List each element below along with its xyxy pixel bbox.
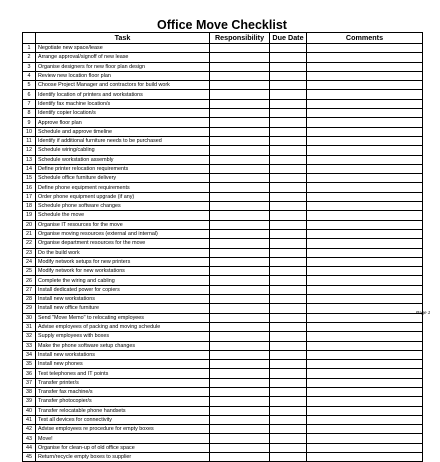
comments-cell[interactable] (307, 202, 423, 211)
row-number: 28 (23, 295, 36, 304)
row-number: 33 (23, 341, 36, 350)
responsibility-cell[interactable] (210, 453, 270, 462)
responsibility-cell[interactable] (210, 192, 270, 201)
due-date-cell[interactable] (270, 248, 307, 257)
comments-cell[interactable] (307, 211, 423, 220)
comments-cell[interactable] (307, 360, 423, 369)
due-date-cell[interactable] (270, 127, 307, 136)
comments-cell[interactable] (307, 239, 423, 248)
due-date-cell[interactable] (270, 443, 307, 452)
task-cell: Identify copier location/s (36, 109, 210, 118)
responsibility-cell[interactable] (210, 183, 270, 192)
comments-cell[interactable] (307, 136, 423, 145)
responsibility-cell[interactable] (210, 406, 270, 415)
table-row (23, 257, 423, 266)
row-number: 31 (23, 322, 36, 331)
row-number: 9 (23, 118, 36, 127)
comments-cell[interactable] (307, 276, 423, 285)
row-number: 2 (23, 53, 36, 62)
row-number: 40 (23, 406, 36, 415)
due-date-cell[interactable] (270, 295, 307, 304)
number-header (23, 33, 36, 44)
responsibility-cell[interactable] (210, 174, 270, 183)
task-cell: Transfer relocatable phone handsets (36, 406, 210, 415)
comments-cell[interactable] (307, 285, 423, 294)
comments-cell[interactable] (307, 397, 423, 406)
row-number: 6 (23, 90, 36, 99)
task-header: Task (36, 33, 210, 44)
comments-cell[interactable] (307, 332, 423, 341)
due-date-cell[interactable] (270, 350, 307, 359)
due-date-cell[interactable] (270, 360, 307, 369)
responsibility-cell[interactable] (210, 276, 270, 285)
responsibility-cell[interactable] (210, 332, 270, 341)
responsibility-cell[interactable] (210, 44, 270, 53)
task-cell: Move! (36, 434, 210, 443)
due-date-cell[interactable] (270, 202, 307, 211)
responsibility-cell[interactable] (210, 109, 270, 118)
due-date-cell[interactable] (270, 387, 307, 396)
comments-cell[interactable] (307, 406, 423, 415)
responsibility-cell[interactable] (210, 397, 270, 406)
comments-cell[interactable] (307, 434, 423, 443)
task-cell: Negotiate new space/lease (36, 44, 210, 53)
row-number: 32 (23, 332, 36, 341)
table-row (23, 155, 423, 164)
task-cell: Send "Move Memo" to relocating employees (36, 313, 210, 322)
due-date-cell[interactable] (270, 155, 307, 164)
table-row (23, 109, 423, 118)
comments-cell[interactable] (307, 322, 423, 331)
responsibility-cell[interactable] (210, 295, 270, 304)
comments-cell[interactable] (307, 248, 423, 257)
due-date-cell[interactable] (270, 341, 307, 350)
due-date-cell[interactable] (270, 397, 307, 406)
due-date-cell[interactable] (270, 53, 307, 62)
responsibility-cell[interactable] (210, 164, 270, 173)
table-row (23, 350, 423, 359)
row-number: 29 (23, 304, 36, 313)
task-cell: Install new office furniture (36, 304, 210, 313)
due-date-cell[interactable] (270, 453, 307, 462)
row-number: 30 (23, 313, 36, 322)
due-date-cell[interactable] (270, 229, 307, 238)
task-cell: Choose Project Manager and contractors for build work (36, 81, 210, 90)
page-title: Office Move Checklist (157, 18, 287, 32)
row-number: 27 (23, 285, 36, 294)
due-date-cell[interactable] (270, 434, 307, 443)
task-cell: Organise for clean-up of old office space (36, 443, 210, 452)
responsibility-header: Responsibility (210, 33, 270, 44)
responsibility-cell[interactable] (210, 257, 270, 266)
responsibility-cell[interactable] (210, 434, 270, 443)
due-date-cell[interactable] (270, 146, 307, 155)
responsibility-cell[interactable] (210, 62, 270, 71)
table-row (23, 276, 423, 285)
due-date-cell[interactable] (270, 378, 307, 387)
table-row (23, 322, 423, 331)
row-number: 17 (23, 192, 36, 201)
row-number: 38 (23, 387, 36, 396)
table-row (23, 295, 423, 304)
table-row (23, 62, 423, 71)
task-cell: Install new workstations (36, 295, 210, 304)
due-date-cell[interactable] (270, 425, 307, 434)
task-cell: Schedule workstation assembly (36, 155, 210, 164)
table-row (23, 164, 423, 173)
row-number: 26 (23, 276, 36, 285)
due-date-cell[interactable] (270, 267, 307, 276)
task-cell: Approve floor plan (36, 118, 210, 127)
row-number: 34 (23, 350, 36, 359)
task-cell: Install new workstations (36, 350, 210, 359)
responsibility-cell[interactable] (210, 99, 270, 108)
comments-cell[interactable] (307, 146, 423, 155)
row-number: 11 (23, 136, 36, 145)
task-cell: Identify fax machine location/s (36, 99, 210, 108)
task-cell: Organise moving resources (external and internal) (36, 229, 210, 238)
task-cell: Review new location floor plan (36, 71, 210, 80)
responsibility-cell[interactable] (210, 267, 270, 276)
comments-cell[interactable] (307, 313, 423, 322)
comments-cell[interactable] (307, 443, 423, 452)
row-number: 45 (23, 453, 36, 462)
table-row (23, 81, 423, 90)
table-row (23, 425, 423, 434)
responsibility-cell[interactable] (210, 350, 270, 359)
task-cell: Identify location of printers and workstations (36, 90, 210, 99)
due-date-cell[interactable] (270, 99, 307, 108)
task-cell: Transfer fax machine/s (36, 387, 210, 396)
comments-cell[interactable] (307, 71, 423, 80)
table-row (23, 313, 423, 322)
table-row (23, 397, 423, 406)
comments-cell[interactable] (307, 44, 423, 53)
row-number: 3 (23, 62, 36, 71)
row-number: 21 (23, 229, 36, 238)
due-date-cell[interactable] (270, 192, 307, 201)
row-number: 12 (23, 146, 36, 155)
task-cell: Install new phones (36, 360, 210, 369)
row-number: 37 (23, 378, 36, 387)
row-number: 42 (23, 425, 36, 434)
row-number: 19 (23, 211, 36, 220)
table-row (23, 136, 423, 145)
comments-cell[interactable] (307, 62, 423, 71)
table-row (23, 443, 423, 452)
responsibility-cell[interactable] (210, 71, 270, 80)
comments-cell[interactable] (307, 378, 423, 387)
row-number: 25 (23, 267, 36, 276)
responsibility-cell[interactable] (210, 127, 270, 136)
due-date-cell[interactable] (270, 109, 307, 118)
table-row (23, 174, 423, 183)
responsibility-cell[interactable] (210, 360, 270, 369)
table-row (23, 248, 423, 257)
table-row (23, 267, 423, 276)
row-number: 35 (23, 360, 36, 369)
task-cell: Complete the wiring and cabling (36, 276, 210, 285)
responsibility-cell[interactable] (210, 322, 270, 331)
row-number: 4 (23, 71, 36, 80)
table-row (23, 183, 423, 192)
task-cell: Schedule office furniture delivery (36, 174, 210, 183)
responsibility-cell[interactable] (210, 202, 270, 211)
comments-header: Comments (307, 33, 423, 44)
due-date-cell[interactable] (270, 81, 307, 90)
responsibility-cell[interactable] (210, 211, 270, 220)
due-date-cell[interactable] (270, 44, 307, 53)
task-cell: Define phone equipment requirements (36, 183, 210, 192)
task-cell: Supply employees with boxes (36, 332, 210, 341)
comments-cell[interactable] (307, 90, 423, 99)
due-date-cell[interactable] (270, 313, 307, 322)
row-number: 5 (23, 81, 36, 90)
due-date-cell[interactable] (270, 183, 307, 192)
task-cell: Test telephones and IT points (36, 369, 210, 378)
page-marker: Page 1 (416, 310, 431, 315)
task-cell: Make the phone software setup changes (36, 341, 210, 350)
due-date-cell[interactable] (270, 211, 307, 220)
comments-cell[interactable] (307, 192, 423, 201)
row-number: 1 (23, 44, 36, 53)
responsibility-cell[interactable] (210, 90, 270, 99)
table-row (23, 202, 423, 211)
responsibility-cell[interactable] (210, 425, 270, 434)
comments-cell[interactable] (307, 155, 423, 164)
comments-cell[interactable] (307, 304, 423, 313)
responsibility-cell[interactable] (210, 304, 270, 313)
due-date-cell[interactable] (270, 164, 307, 173)
due-date-cell[interactable] (270, 220, 307, 229)
due-date-cell[interactable] (270, 322, 307, 331)
task-cell: Install dedicated power for copiers (36, 285, 210, 294)
responsibility-cell[interactable] (210, 155, 270, 164)
responsibility-cell[interactable] (210, 341, 270, 350)
row-number: 22 (23, 239, 36, 248)
due-date-cell[interactable] (270, 406, 307, 415)
table-row (23, 118, 423, 127)
due-date-cell[interactable] (270, 239, 307, 248)
comments-cell[interactable] (307, 127, 423, 136)
row-number: 15 (23, 174, 36, 183)
due-date-cell[interactable] (270, 285, 307, 294)
checklist-table (22, 32, 423, 462)
due-date-cell[interactable] (270, 62, 307, 71)
row-number: 36 (23, 369, 36, 378)
table-row (23, 360, 423, 369)
task-cell: Organise IT resources for the move (36, 220, 210, 229)
responsibility-cell[interactable] (210, 313, 270, 322)
due-date-cell[interactable] (270, 257, 307, 266)
comments-cell[interactable] (307, 53, 423, 62)
responsibility-cell[interactable] (210, 146, 270, 155)
row-number: 20 (23, 220, 36, 229)
table-row (23, 406, 423, 415)
comments-cell[interactable] (307, 267, 423, 276)
due-date-cell[interactable] (270, 304, 307, 313)
comments-cell[interactable] (307, 99, 423, 108)
task-cell: Schedule and approve timeline (36, 127, 210, 136)
row-number: 41 (23, 415, 36, 424)
task-cell: Transfer printer/s (36, 378, 210, 387)
responsibility-cell[interactable] (210, 378, 270, 387)
due-date-header: Due Date (270, 33, 307, 44)
task-cell: Schedule the move (36, 211, 210, 220)
table-row (23, 434, 423, 443)
comments-cell[interactable] (307, 453, 423, 462)
comments-cell[interactable] (307, 341, 423, 350)
table-row (23, 192, 423, 201)
comments-cell[interactable] (307, 369, 423, 378)
table-row (23, 71, 423, 80)
comments-cell[interactable] (307, 387, 423, 396)
task-cell: Arrange approval/signoff of new lease (36, 53, 210, 62)
responsibility-cell[interactable] (210, 285, 270, 294)
table-row (23, 453, 423, 462)
table-row (23, 220, 423, 229)
table-row (23, 44, 423, 53)
table-row (23, 369, 423, 378)
table-row (23, 387, 423, 396)
responsibility-cell[interactable] (210, 248, 270, 257)
row-number: 16 (23, 183, 36, 192)
table-row (23, 146, 423, 155)
comments-cell[interactable] (307, 425, 423, 434)
due-date-cell[interactable] (270, 369, 307, 378)
comments-cell[interactable] (307, 183, 423, 192)
responsibility-cell[interactable] (210, 229, 270, 238)
responsibility-cell[interactable] (210, 443, 270, 452)
table-row (23, 99, 423, 108)
responsibility-cell[interactable] (210, 239, 270, 248)
comments-cell[interactable] (307, 81, 423, 90)
comments-cell[interactable] (307, 295, 423, 304)
row-number: 7 (23, 99, 36, 108)
task-cell: Modify network setups for new printers (36, 257, 210, 266)
responsibility-cell[interactable] (210, 118, 270, 127)
table-row (23, 378, 423, 387)
task-cell: Transfer photocopier/s (36, 397, 210, 406)
comments-cell[interactable] (307, 350, 423, 359)
row-number: 43 (23, 434, 36, 443)
row-number: 14 (23, 164, 36, 173)
task-cell: Order phone equipment upgrade (if any) (36, 192, 210, 201)
due-date-cell[interactable] (270, 90, 307, 99)
table-row (23, 239, 423, 248)
task-cell: Organise department resources for the move (36, 239, 210, 248)
table-row (23, 211, 423, 220)
due-date-cell[interactable] (270, 71, 307, 80)
table-row (23, 53, 423, 62)
row-number: 13 (23, 155, 36, 164)
task-cell: Organise designers for new floor plan design (36, 62, 210, 71)
table-row (23, 229, 423, 238)
table-row (23, 90, 423, 99)
due-date-cell[interactable] (270, 276, 307, 285)
row-number: 8 (23, 109, 36, 118)
table-row (23, 127, 423, 136)
responsibility-cell[interactable] (210, 369, 270, 378)
task-cell: Test all devices for connectivity (36, 415, 210, 424)
row-number: 23 (23, 248, 36, 257)
comments-cell[interactable] (307, 174, 423, 183)
responsibility-cell[interactable] (210, 136, 270, 145)
due-date-cell[interactable] (270, 332, 307, 341)
row-number: 39 (23, 397, 36, 406)
responsibility-cell[interactable] (210, 387, 270, 396)
table-row (23, 304, 423, 313)
task-cell: Do the build work (36, 248, 210, 257)
task-cell: Advise employees of packing and moving schedule (36, 322, 210, 331)
comments-cell[interactable] (307, 164, 423, 173)
header-row (23, 33, 423, 44)
responsibility-cell[interactable] (210, 81, 270, 90)
task-cell: Return/recycle empty boxes to supplier (36, 453, 210, 462)
table-row (23, 285, 423, 294)
responsibility-cell[interactable] (210, 53, 270, 62)
task-cell: Schedule phone software changes (36, 202, 210, 211)
task-cell: Schedule wiring/cabling (36, 146, 210, 155)
comments-cell[interactable] (307, 109, 423, 118)
task-cell: Advise employees re procedure for empty boxes (36, 425, 210, 434)
row-number: 24 (23, 257, 36, 266)
comments-cell[interactable] (307, 118, 423, 127)
task-cell: Modify network for new workstations (36, 267, 210, 276)
row-number: 18 (23, 202, 36, 211)
due-date-cell[interactable] (270, 136, 307, 145)
row-number: 44 (23, 443, 36, 452)
responsibility-cell[interactable] (210, 220, 270, 229)
due-date-cell[interactable] (270, 174, 307, 183)
table-row (23, 341, 423, 350)
comments-cell[interactable] (307, 257, 423, 266)
comments-cell[interactable] (307, 229, 423, 238)
table-row (23, 332, 423, 341)
task-cell: Identify if additional furniture needs to be purchased (36, 136, 210, 145)
due-date-cell[interactable] (270, 118, 307, 127)
row-number: 10 (23, 127, 36, 136)
comments-cell[interactable] (307, 220, 423, 229)
task-cell: Define printer relocation requirements (36, 164, 210, 173)
